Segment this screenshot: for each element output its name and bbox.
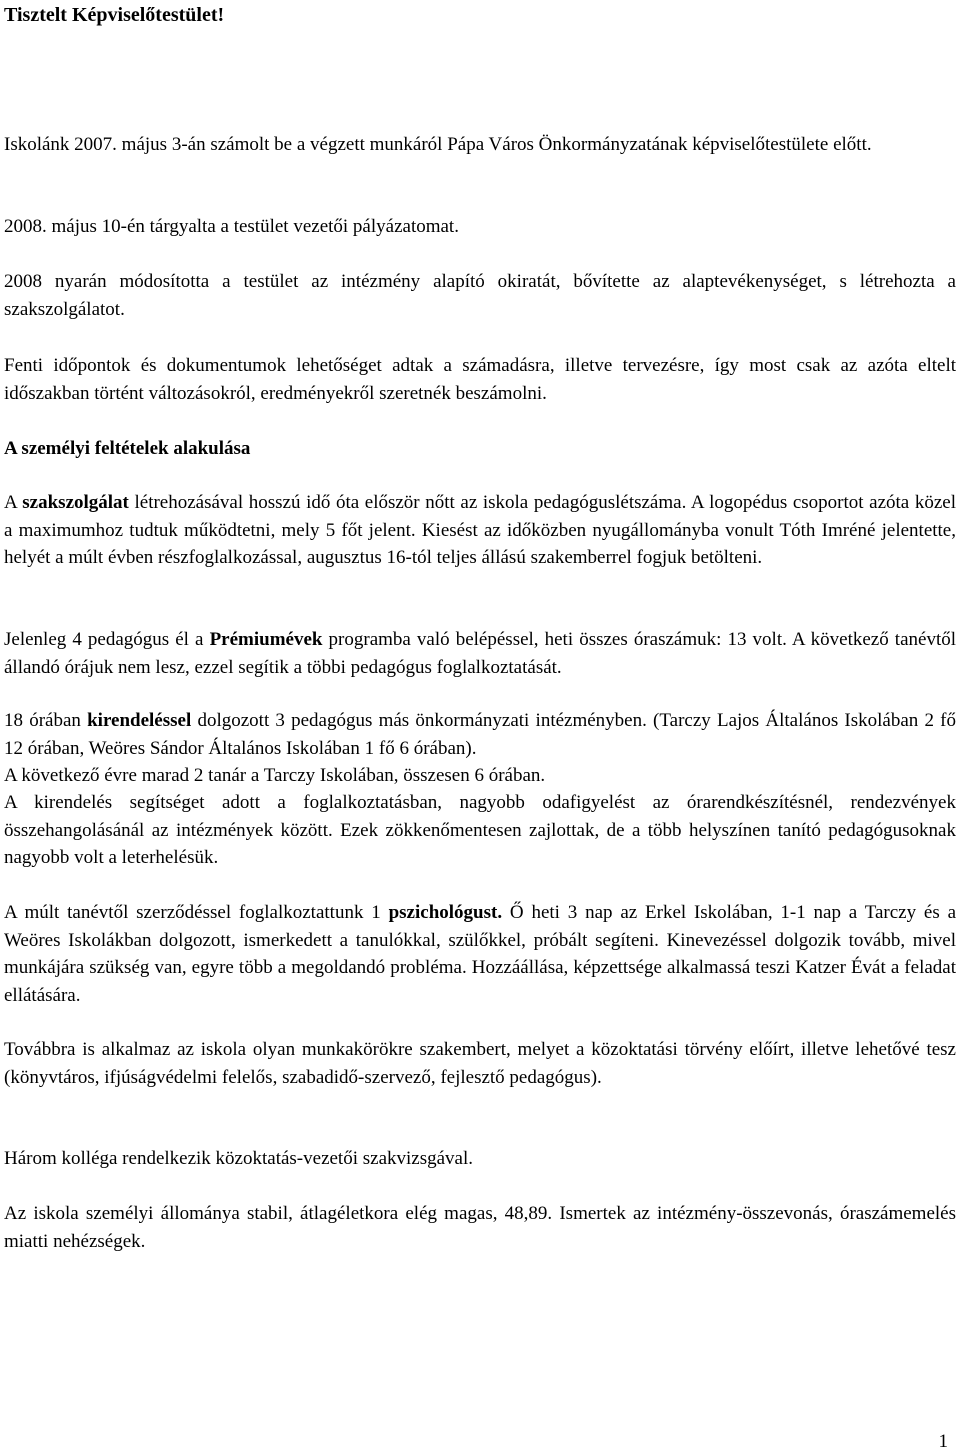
paragraph-psychologist: A múlt tanévtől szerződéssel foglalkoztattunk 1 pszichológust. Ő heti 3 nap az Erkel Iskolában, 1-1 nap a Tarczy és a Weöres Iskolákban dolgozott, ismerkedett a tanulókkal, szülőkkel, próbált segíteni. Kinevezéssel dolgozik tovább, mivel munkájára szükség van, egyre több a megoldandó probléma. Hozzáállása, képzettsége alkalmassá teszi Katzer Évát a feladat ellátására.	[4, 902, 956, 1006]
section-heading: A személyi feltételek alakulása	[4, 438, 251, 459]
page-number: 1	[938, 1431, 948, 1452]
paragraph-staffing: A szakszolgálat létrehozásával hosszú idő óta először nőtt az iskola pedagóguslétszáma. A logopédus csoportot azóta közel a maximumhoz tudtuk működtetni, mely 5 főt jelent. Kiesést az időközben nyugállományba vonult Tóth Imréné jelentette, helyét a múlt évben részfoglalkozással, augusztus 16-tól teljes állású szakemberrel fogjuk betölteni.	[4, 492, 956, 568]
paragraph-next-year: A következő évre marad 2 tanár a Tarczy Iskolában, összesen 6 órában.	[4, 765, 546, 786]
bold-term: Prémiumévek	[209, 629, 323, 650]
bold-term: szakszolgálat	[22, 492, 129, 513]
paragraph-deed: 2008 nyarán módosította a testület az intézmény alapító okiratát, bővítette az alaptevékenységet, s létrehozta a szakszolgálatot.	[4, 271, 956, 320]
page-title: Tisztelt Képviselőtestület!	[4, 4, 225, 26]
paragraph-secondment-help: A kirendelés segítséget adott a foglalkoztatásban, nagyobb odafigyelést az órarendkészítésnél, rendezvények összehangolásánál az intézmények között. Ezek zökkenőmentesen zajlottak, de a több helyszínen tanító pedagógusoknak nagyobb volt a leterhelésük.	[4, 792, 956, 868]
paragraph-intro: Fenti időpontok és dokumentumok lehetőséget adtak a számadásra, illetve tervezésre, így most csak az azóta eltelt időszakban történt változásokról, eredményekről szeretnék beszámolni.	[4, 355, 956, 404]
paragraph-secondment: 18 órában kirendeléssel dolgozott 3 pedagógus más önkormányzati intézményben. (Tarczy Lajos Általános Iskolában 2 fő 12 órában, Weöres Sándor Általános Iskolában 1 fő 6 órában).	[4, 710, 956, 759]
paragraph-specialists: Továbbra is alkalmaz az iskola olyan munkakörökre szakembert, melyet a közoktatási törvény előírt, illetve lehetővé tesz (könyvtáros, ifjúságvédelmi felelős, szabadidő-szervező, fejlesztő pedagógus).	[4, 1039, 956, 1088]
paragraph-report: Iskolánk 2007. május 3-án számolt be a végzett munkáról Pápa Város Önkormányzatának képviselőtestülete előtt.	[4, 134, 872, 155]
bold-term: kirendeléssel	[87, 710, 192, 731]
paragraph-premium-years: Jelenleg 4 pedagógus él a Prémiumévek programba való belépéssel, heti összes óraszámuk: 13 volt. A következő tanévtől állandó órájuk nem lesz, ezzel segítik a többi pedagógus foglalkoztatását.	[4, 629, 957, 678]
paragraph-application: 2008. május 10-én tárgyalta a testület vezetői pályázatomat.	[4, 216, 459, 237]
bold-term: pszichológust.	[388, 902, 503, 923]
paragraph-exam: Három kolléga rendelkezik közoktatás-vezetői szakvizsgával.	[4, 1148, 473, 1169]
paragraph-staff-summary: Az iskola személyi állománya stabil, átlagéletkora elég magas, 48,89. Ismertek az intézmény-összevonás, óraszámemelés miatti nehézségek.	[4, 1203, 956, 1252]
